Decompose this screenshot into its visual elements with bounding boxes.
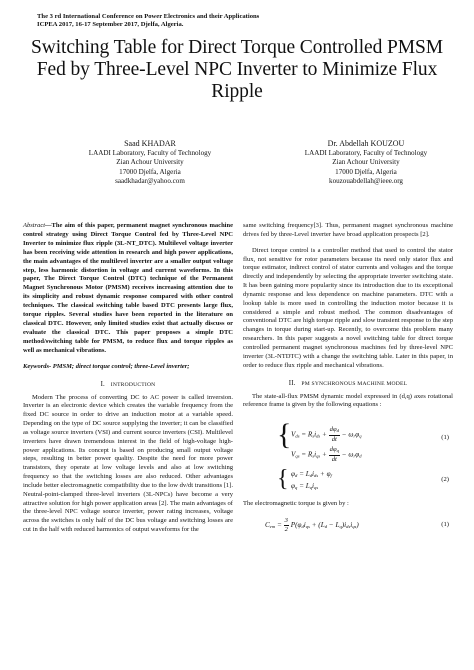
- section-title: INTRODUCTION: [110, 381, 156, 388]
- author-email: kouzouabdellah@ieee.org: [329, 177, 403, 186]
- author-university: Zian Achour University: [332, 158, 400, 167]
- right-paragraph-1: same switching frequency[3]. Thus, permanent magnet synchronous machine drives fed by three-Level inverter have broad application prospects [2].: [243, 222, 453, 238]
- right-column: [243, 222, 453, 541]
- section-title: PM SYNCHRONOUS MACHINE MODEL: [301, 380, 408, 387]
- equation-2: [243, 468, 453, 496]
- conference-line-1: The 3 rd International Conference on Power Electronics and their Applications: [37, 13, 260, 20]
- equation-number: (1): [441, 521, 449, 529]
- author-1: [50, 138, 250, 187]
- abstract-lead: Abstract: [23, 222, 46, 229]
- author-email: saadkhadar@yahoo.com: [115, 177, 185, 186]
- right-paragraph-2: Direct torque control is a controller method that used to control the stator flux, not sensitive for rotor parameters because its need only stator flux and torque estimator, indirect control of stator currents and voltages and the torque directly and independently by selecting the appropriate inverter switching state. It has been gaining more popularity since its introduction due to its exceptional dynamic response and less dependence on machine parameters. DTC with a lookup table is more used in controlling the induction motor because it is considered a simple and robust method. The common disadvantages of conventional DTC are high torque ripple and slow transient response to the step changes in torque during start-up. Recently, to overcome this problem many researchers. In this paper suggests a novel switching table for direct torque controlled permanent magnet synchronous machines fed by three-level NPC inverter (3L-NTDTC) with a change the switching table. Later in this paper, in order to reduce flux ripple and mechanical vibrations.: [243, 246, 453, 369]
- author-university: Zian Achour University: [116, 158, 184, 167]
- equation-2-line-2: $\varphi_q = L_qi_{qs}$: [291, 482, 319, 491]
- author-affiliation: LAADI Laboratory, Faculty of Technology: [304, 149, 428, 157]
- torque-paragraph: The electromagnetic torque is given by :: [243, 500, 349, 508]
- section-heading-introduction: [23, 380, 233, 390]
- author-city: 17000 Djelfa, Algeria: [119, 167, 181, 176]
- left-column: [23, 222, 233, 535]
- equation-number: (2): [441, 476, 449, 484]
- author-2: [266, 138, 466, 187]
- section-number: I.: [100, 380, 105, 388]
- equation-1: [243, 414, 453, 464]
- equation-3: [243, 513, 453, 537]
- keywords: Keywords- PMSM; direct torque control; three-Level inverter;: [23, 362, 190, 370]
- abstract-text: —The aim of this paper, permanent magnet synchronous machine control strategy using Direct Torque Control fed by Three-Level NPC Inverter to minimize flux ripple (3L-NT_DTC). Multilevel voltage inverter has been receiving wide attention in research and high power applications, the main advantages of the multilevel inverter are a smaller output voltage step, less harmonic distortion in voltage and current waveforms. In this paper, The Direct Torque Control (DTC) technique of the Permanent Magnet Synchronous Motor (PMSM) receives increasing attention due to its simplicity and robust dynamic response compared with other control techniques. The classical switching table based DTC presents large flux, torque ripples. Several studies have been reported in the literature on classical DTC. However, only limited studies exist that actually discuss or evaluate the classical DTC. This paper proposes a simple DTC method/switching table for PMSM, to reduce flux and torque ripples as well as mechanical vibrations.: [23, 222, 233, 354]
- equation-1-line-1: $V_{ds} = R_si_{ds}$ + $\frac{d\varphi_d}{dt}$ − $\omega_r\varphi_q$: [291, 426, 362, 444]
- paper-title: Switching Table for Direct Torque Controlled PMSM Fed by Three-Level NPC Inverter to Minimize Flux Ripple: [31, 37, 443, 102]
- model-paragraph: The state-all-flux PMSM dynamic model expressed in (d,q) axes rotational reference frame is given by the following equations :: [243, 392, 453, 409]
- equation-1-line-2: $V_{qs} = R_si_{qs}$ + $\frac{d\varphi_q}{dt}$ − $\omega_r\varphi_d$: [291, 446, 362, 464]
- equation-brace: {: [277, 418, 292, 452]
- author-city: 17000 Djelfa, Algeria: [335, 167, 397, 176]
- conference-line-2: ICPEA 2017, 16-17 September 2017, Djelfa, Algeria.: [37, 21, 184, 28]
- abstract: [23, 222, 233, 356]
- author-name: Saad KHADAR: [124, 139, 176, 148]
- section-heading-pm-model: [243, 379, 453, 389]
- author-affiliation: LAADI Laboratory, Faculty of Technology: [88, 149, 212, 157]
- equation-2-line-1: $\varphi_d = L_di_{ds} + \varphi_f$: [291, 470, 332, 479]
- author-name: Dr. Abdellah KOUZOU: [327, 139, 405, 148]
- conference-header: [37, 13, 337, 29]
- equation-3-line: $C_{em}$ = $\frac{3}{2}$ $P(\varphi_di_{qs} + (L_d - L_q)i_{ds}i_{qs})$: [265, 517, 359, 534]
- section-number: II.: [288, 379, 296, 387]
- equation-number: (1): [441, 434, 449, 442]
- intro-paragraph: Modern The process of converting DC to AC power is called inversion. Inverter is an electronic device which creates the variable frequency from the fixed DC source in order to drive an induction motor at a variable speed. Depending on the type of DC source supplying the inverter; it can be classified as voltage source inverters (VSI) and current source inverters (CSI). Multilevel inverters have drawn tremendous interest in the field of high-voltage high-power applications. Its concept is based on producing small output voltage steps, resulting in better power quality. Despite the need for more power transistors, they operate at low voltage levels and also at low switching frequency so that the switching losses are also reduced. Other advantages include better electromagnetic compatibility due to the low dv/dt transitions [1]. Neutral-point-clamped three-level inverters (3L-NPCs) have become a very attractive solution for high power application areas [2]. The main advantages of the three-level NPC voltage source inverter, power rating increases, voltage across the switches is only half of the DC bus voltage and switching losses are cut in the half with reduced harmonics of output waveforms for the: [23, 393, 233, 534]
- equation-brace: {: [277, 466, 289, 493]
